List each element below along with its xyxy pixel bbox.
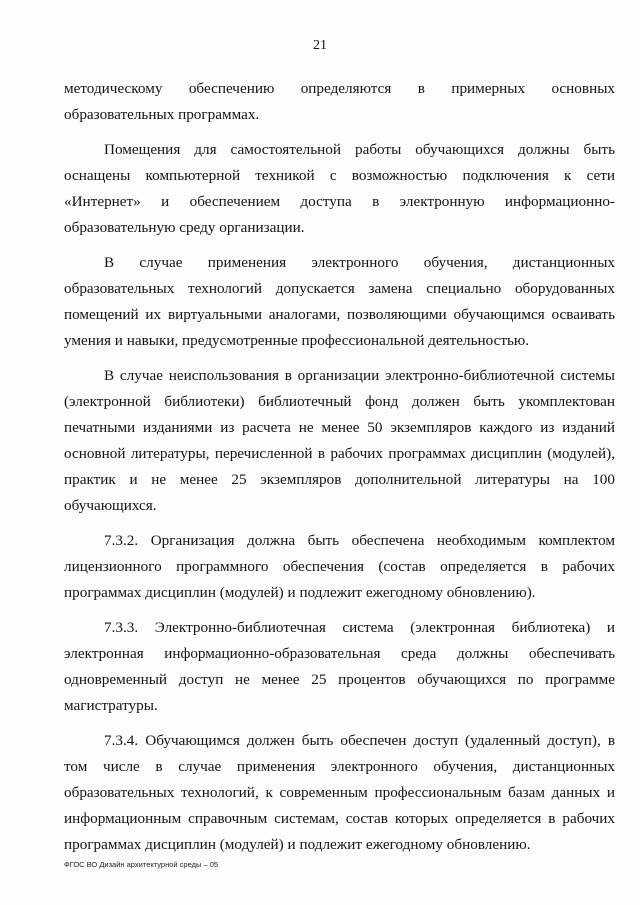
paragraph-continuation: методическому обеспечению определяются в примерных основных образовательных программах. bbox=[64, 80, 615, 123]
paragraph-premises: Помещения для самостоятельной работы обучающихся должны быть оснащены компьютерной техникой с возможностью подключения к сети «Интернет» и обеспечением доступа в электронную информационно-образовательную среду организации. bbox=[64, 141, 615, 236]
paragraph-library-fund: В случае неиспользования в организации электронно-библиотечной системы (электронной библиотеки) библиотечный фонд должен быть укомплектован печатными изданиями из расчета не менее 50 экземпляров каждого из изданий основной литературы, перечисленной в рабочих программах дисциплин (модулей), практик и не менее 25 экземпляров дополнительной литературы на 100 обучающихся. bbox=[64, 367, 615, 514]
paragraph-7-3-3: 7.3.3. Электронно-библиотечная система (электронная библиотека) и электронная информационно-образовательная среда должны обеспечивать одновременный доступ не менее 25 процентов обучающихся по программе магистратуры. bbox=[64, 619, 615, 714]
paragraph-7-3-4: 7.3.4. Обучающимся должен быть обеспечен доступ (удаленный доступ), в том числе в случае применения электронного обучения, дистанционных образовательных технологий, к современным профессиональным базам данных и информационным справочным системам, состав которых определяется в рабочих программах дисциплин (модулей) и подлежит ежегодному обновлению. bbox=[64, 732, 615, 853]
document-body bbox=[64, 76, 615, 867]
paragraph-e-learning: В случае применения электронного обучения, дистанционных образовательных технологий допускается замена специально оборудованных помещений их виртуальными аналогами, позволяющими обучающимся осваивать умения и навыки, предусмотренные профессиональной деятельностью. bbox=[64, 254, 615, 349]
page-number: 21 bbox=[313, 38, 327, 53]
page-footer: ФГОС ВО Дизайн архитектурной среды – 05 bbox=[64, 860, 219, 869]
paragraph-7-3-2: 7.3.2. Организация должна быть обеспечена необходимым комплектом лицензионного программного обеспечения (состав определяется в рабочих программах дисциплин (модулей) и подлежит ежегодному обновлению). bbox=[64, 532, 615, 601]
